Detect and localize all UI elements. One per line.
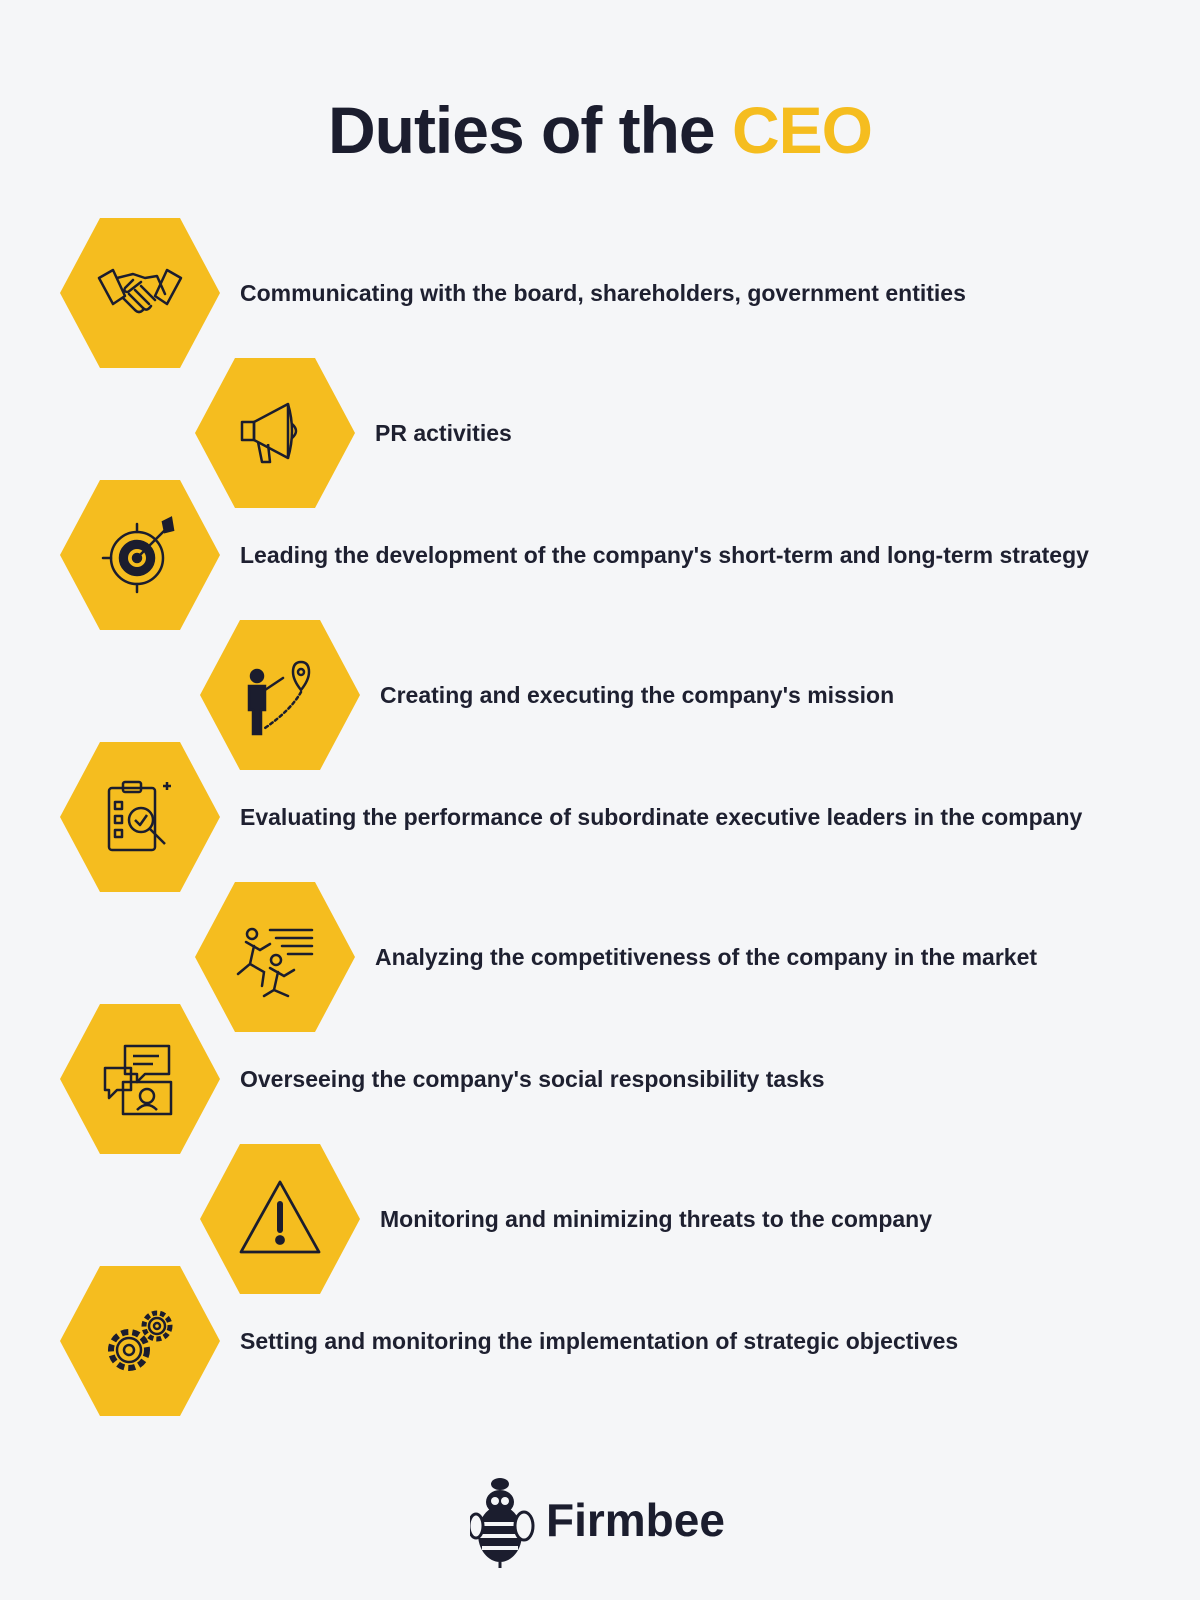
duty-text: Monitoring and minimizing threats to the company	[380, 1205, 933, 1232]
target-icon	[95, 510, 185, 600]
page-title	[0, 92, 1200, 168]
hexagon-badge	[60, 480, 220, 630]
duty-text: Setting and monitoring the implementation of strategic objectives	[240, 1327, 959, 1354]
gears-icon	[95, 1296, 185, 1386]
brand-name: Firmbee	[546, 1494, 725, 1546]
megaphone-icon	[230, 388, 320, 478]
duty-text: Evaluating the performance of subordinate executive leaders in the company	[240, 803, 1083, 830]
duty-item	[60, 742, 1082, 892]
duty-item	[60, 218, 966, 368]
duty-text: PR activities	[375, 419, 512, 446]
duty-text: Analyzing the competitiveness of the company in the market	[375, 943, 1038, 970]
warning-triangle-icon	[235, 1174, 325, 1264]
hexagon-badge	[60, 1004, 220, 1154]
handshake-icon	[95, 248, 185, 338]
duty-text: Creating and executing the company's mission	[380, 681, 895, 708]
title-main: Duties of the	[327, 93, 732, 167]
duty-text: Leading the development of the company's short-term and long-term strategy	[240, 541, 1089, 568]
duty-item	[60, 1004, 825, 1154]
brand-logo	[470, 1470, 725, 1570]
hexagon-badge	[60, 1266, 220, 1416]
hexagon-badge	[60, 742, 220, 892]
running-competition-icon	[230, 912, 320, 1002]
bee-logo-icon	[470, 1472, 540, 1568]
duty-item	[60, 480, 1089, 630]
hexagon-badge	[60, 218, 220, 368]
title-accent: CEO	[731, 93, 873, 167]
evaluation-clipboard-icon	[95, 772, 185, 862]
person-pointing-location-icon	[235, 650, 325, 740]
duty-text: Communicating with the board, shareholders, government entities	[240, 279, 966, 306]
duty-item	[60, 1266, 958, 1416]
social-communication-icon	[95, 1034, 185, 1124]
duty-text: Overseeing the company's social responsibility tasks	[240, 1065, 825, 1092]
